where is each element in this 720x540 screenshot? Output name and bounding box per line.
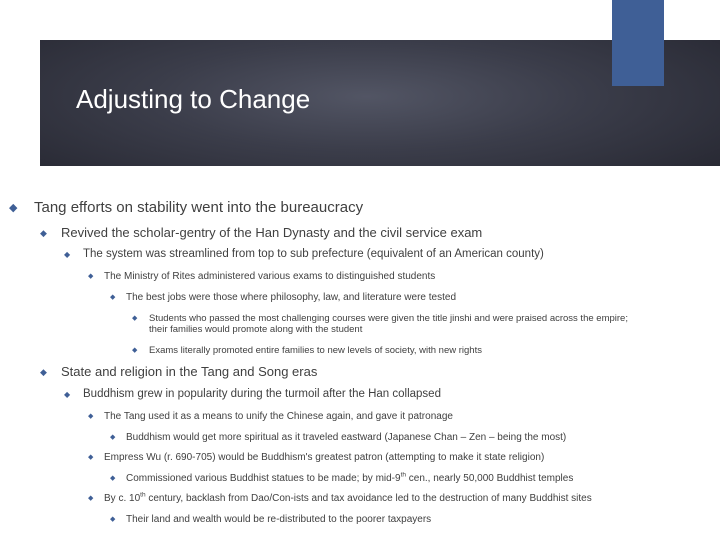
diamond-bullet-icon: ◆: [110, 516, 116, 523]
diamond-bullet-icon: ◆: [40, 367, 47, 377]
bullet-text: By c. 10th century, backlash from Dao/Con-ists and tax avoidance led to the destruction of many Buddhist sites: [104, 491, 592, 504]
bullet-text: Commissioned various Buddhist statues to be made; by mid-9th cen., nearly 50,000 Buddhist temples: [126, 471, 574, 484]
slide-title: Adjusting to Change: [76, 84, 311, 114]
diamond-bullet-icon: ◆: [110, 475, 116, 482]
bullet-text: Revived the scholar-gentry of the Han Dynasty and the civil service exam: [61, 225, 483, 240]
bullet-text: The system was streamlined from top to sub prefecture (equivalent of an American county): [83, 248, 544, 260]
bullet-text: The Ministry of Rites administered various exams to distinguished students: [104, 271, 436, 282]
bullet-text: Students who passed the most challenging courses were given the title jinshi and were praised across the empire;: [149, 313, 628, 324]
diamond-bullet-icon: ◆: [88, 495, 94, 502]
diamond-bullet-icon: ◆: [88, 413, 94, 420]
bullet-text: Exams literally promoted entire families to new levels of society, with new rights: [149, 345, 482, 356]
diamond-bullet-icon: ◆: [40, 228, 47, 238]
diamond-bullet-icon: ◆: [64, 250, 71, 259]
diamond-bullet-icon: ◆: [64, 390, 71, 399]
bullet-text-continued: their families would promote along with the student: [149, 324, 363, 335]
bullet-text: Buddhism would get more spiritual as it traveled eastward (Japanese Chan – Zen – being the most): [126, 432, 567, 443]
diamond-bullet-icon: ◆: [110, 434, 116, 441]
bullet-text: Buddhism grew in popularity during the turmoil after the Han collapsed: [83, 388, 441, 400]
bullet-text: The Tang used it as a means to unify the Chinese again, and gave it patronage: [104, 411, 453, 422]
bullet-text: State and religion in the Tang and Song eras: [61, 364, 318, 379]
diamond-bullet-icon: ◆: [88, 273, 94, 280]
diamond-bullet-icon: ◆: [132, 347, 138, 354]
bullet-text: The best jobs were those where philosophy, law, and literature were tested: [126, 292, 456, 303]
bullet-text: Empress Wu (r. 690-705) would be Buddhism's greatest patron (attempting to make it state religion): [104, 452, 545, 463]
bullet-text: Their land and wealth would be re-distributed to the poorer taxpayers: [126, 514, 432, 525]
bullet-text: Tang efforts on stability went into the bureaucracy: [34, 199, 364, 216]
diamond-bullet-icon: ◆: [88, 454, 94, 461]
accent-bar: [612, 0, 664, 86]
diamond-bullet-icon: ◆: [132, 315, 138, 322]
diamond-bullet-icon: ◆: [110, 294, 116, 301]
diamond-bullet-icon: ◆: [9, 202, 18, 214]
